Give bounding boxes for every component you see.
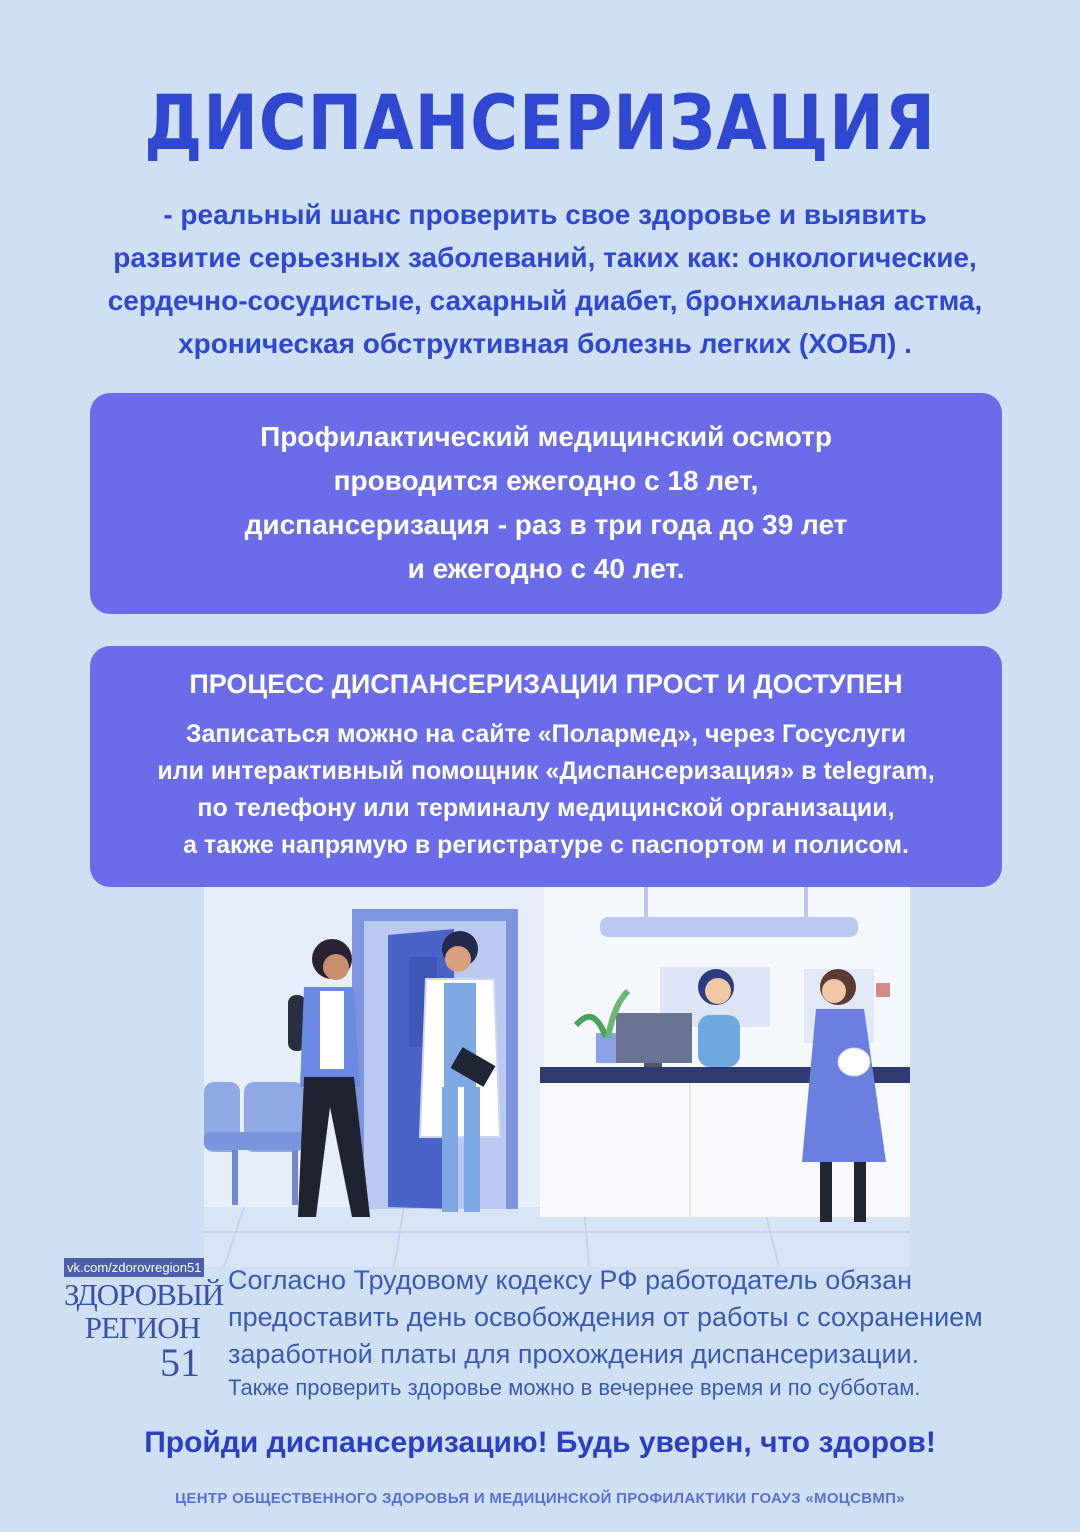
law-line: Согласно Трудовому кодексу РФ работодатель обязан — [228, 1265, 913, 1295]
process-line: Записаться можно на сайте «Полармед», через Госуслуги — [185, 720, 907, 748]
logo-line: 51 — [160, 1340, 200, 1385]
process-line: а также напрямую в регистратуре с паспортом и полисом. — [183, 831, 909, 859]
process-line: по телефону или терминалу медицинской организации, — [197, 794, 895, 822]
intro-line: сердечно-сосудистые, сахарный диабет, бронхиальная астма, — [107, 285, 983, 316]
law-line: заработной платы для прохождения диспансеризации. — [228, 1339, 920, 1369]
region-logo — [64, 1258, 224, 1385]
schedule-line: диспансеризация - раз в три года до 39 лет — [244, 509, 848, 540]
schedule-line: Профилактический медицинский осмотр — [260, 421, 832, 452]
call-to-action: Пройди диспансеризацию! Будь уверен, что здоров! — [144, 1426, 936, 1459]
page-title: ДИСПАНСЕРИЗАЦИЯ — [144, 78, 936, 167]
labor-law-note — [228, 1262, 1018, 1403]
intro-line: хроническая обструктивная болезнь легких (ХОБЛ) . — [178, 328, 912, 359]
process-heading: ПРОЦЕСС ДИСПАНСЕРИЗАЦИИ ПРОСТ И ДОСТУПЕН — [189, 669, 903, 699]
intro-line: - реальный шанс проверить свое здоровье и выявить — [163, 199, 927, 230]
clinic-illustration — [204, 887, 910, 1267]
process-card — [90, 646, 1002, 887]
law-line: предоставить день освобождения от работы с сохранением — [228, 1302, 983, 1332]
law-note-small: Также проверить здоровье можно в вечернее время и по субботам. — [228, 1375, 921, 1400]
logo-line: РЕГИОН — [84, 1310, 200, 1345]
logo-url[interactable]: vk.com/zdorovregion51 — [64, 1258, 204, 1277]
schedule-line: проводится ежегодно с 18 лет, — [333, 465, 759, 496]
intro-line: развитие серьезных заболеваний, таких как: онкологические, — [113, 242, 977, 273]
schedule-card — [90, 393, 1002, 614]
intro-text — [70, 193, 1020, 365]
process-line: или интерактивный помощник «Диспансеризация» в telegram, — [157, 757, 935, 785]
logo-line: ЗДОРОВЫЙ — [64, 1277, 224, 1312]
schedule-line: и ежегодно с 40 лет. — [407, 553, 685, 584]
footer-organization: ЦЕНТР ОБЩЕСТВЕННОГО ЗДОРОВЬЯ И МЕДИЦИНСКОЙ ПРОФИЛАКТИКИ ГОАУЗ «МОЦСВМП» — [175, 1490, 905, 1507]
